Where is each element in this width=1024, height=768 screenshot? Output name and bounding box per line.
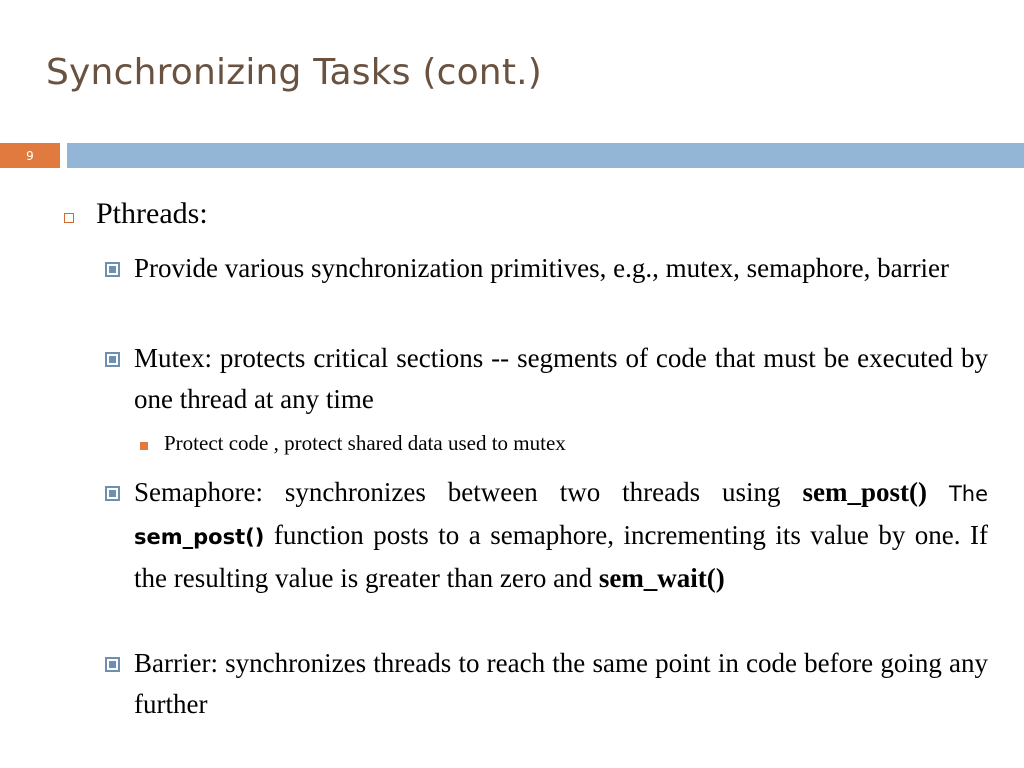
bullet-barrier: Barrier: synchronizes threads to reach the same point in code before going any further [134,648,988,719]
code-sem-wait: sem_wait() [598,563,725,593]
square-bullet-icon [105,262,120,277]
header-band [67,143,1024,168]
square-bullet-icon [105,352,120,367]
the-label: The [948,482,989,506]
semaphore-text-2: function posts to a semaphore, incrementing its value by one. If the resulting value is greater than zero and [134,520,989,593]
semaphore-text-1: Semaphore: synchronizes between two threads using [134,477,781,507]
bullet-pthreads: Pthreads: [96,197,208,230]
code-sem-post: sem_post() [802,477,927,507]
bullet-protect-code: Protect code , protect shared data used to mutex [164,431,566,455]
square-bullet-icon [105,486,120,501]
bullet-primitives: Provide various synchronization primitives, e.g., mutex, semaphore, barrier [134,253,950,283]
page-number: 9 [0,143,60,168]
small-square-bullet-icon [140,442,148,450]
hollow-square-bullet-icon [64,213,74,223]
bullet-mutex: Mutex: protects critical sections -- segments of code that must be executed by one thread at any time [134,343,988,414]
slide-title: Synchronizing Tasks (cont.) [46,52,543,93]
code-sem-post-2: sem_post() [134,525,265,549]
bullet-semaphore [134,472,988,599]
square-bullet-icon [105,657,120,672]
